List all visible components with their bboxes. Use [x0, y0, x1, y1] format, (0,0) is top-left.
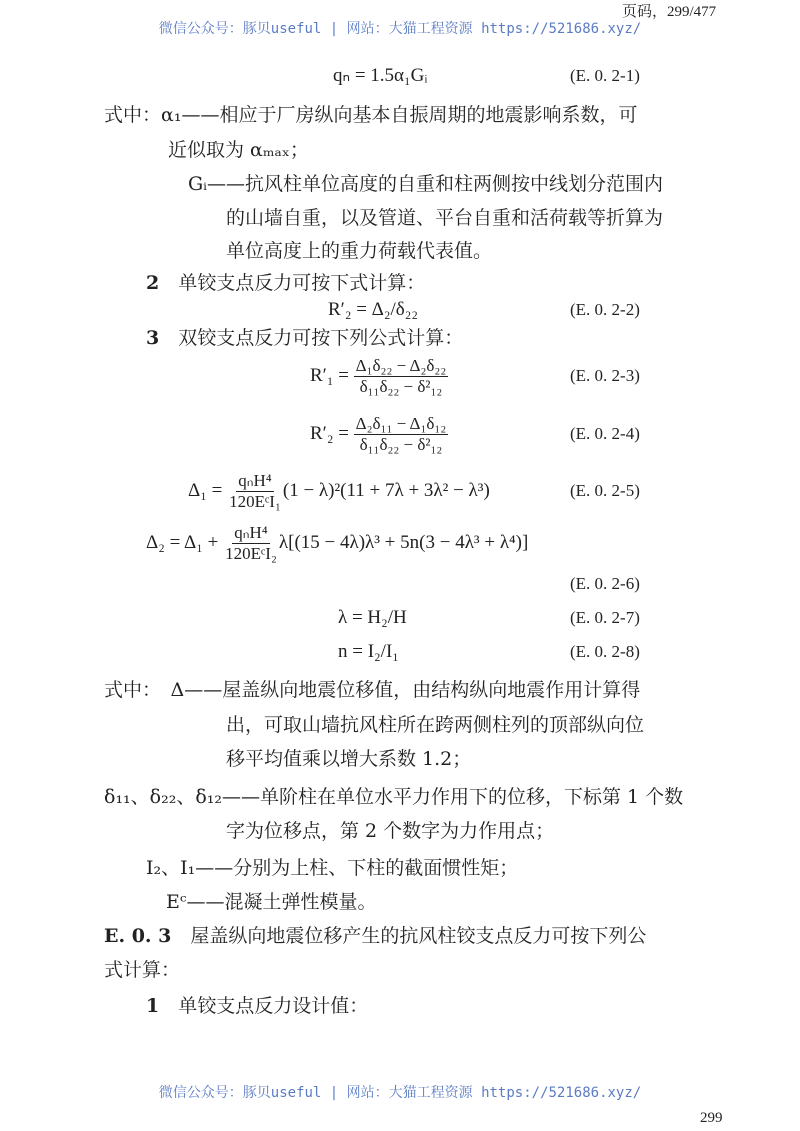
formula-e028: n = I₂/I₁: [338, 641, 399, 662]
text-line: 单铰支点反力设计值：: [178, 995, 369, 1017]
formula-e023: R′₁ = $\frac{\text{Δ₁δ₂₂ − Δ₂δ₂₂}}{\text{δ₁₁δ₂₂ − δ²₁₂}}$: [310, 356, 447, 397]
text-line: 字为位移点，第 2 个数字为力作用点；: [226, 820, 555, 842]
page-number: 299: [700, 1110, 723, 1126]
text-line: 出，可取山墙抗风柱所在跨两侧柱列的顶部纵向位: [226, 714, 645, 736]
formula-label: (E. 0. 2-8): [570, 642, 640, 661]
formula-e022: R′₂ = Δ₂/δ₂₂: [328, 299, 418, 320]
text-line: 单铰支点反力可按下式计算：: [178, 272, 426, 294]
formula-label: (E. 0. 2-3): [570, 366, 640, 385]
text-line: 式中：α₁——相应于厂房纵向基本自振周期的地震影响系数，可: [104, 104, 638, 126]
text-line: 的山墙自重，以及管道、平台自重和活荷载等折算为: [226, 207, 664, 229]
formula-label: (E. 0. 2-4): [570, 424, 640, 443]
text-line: Eᶜ——混凝土弹性模量。: [166, 891, 377, 913]
text-line: 单位高度上的重力荷载代表值。: [226, 240, 493, 262]
formula-e025: Δ₁ = $\frac{\text{qₙH⁴}}{\text{120EᶜI₁}}$ (1 − λ)²(11 + 7λ + 3λ² − λ³): [188, 471, 490, 512]
formula-label: (E. 0. 2-5): [570, 481, 640, 500]
formula-label: (E. 0. 2-6): [570, 574, 640, 593]
text-line: I₂、I₁——分别为上柱、下柱的截面惯性矩；: [146, 857, 519, 879]
text-line: 双铰支点反力可按下列公式计算：: [178, 327, 464, 349]
text-line: 式计算：: [104, 959, 181, 981]
header-watermark: 微信公众号：豚贝useful | 网站：大猫工程资源 https://521686.xyz/: [158, 21, 642, 37]
formula-e021: qₙ = 1.5α₁Gᵢ: [333, 65, 428, 86]
footer-watermark: 微信公众号：豚贝useful | 网站：大猫工程资源 https://521686.xyz/: [158, 1085, 642, 1101]
section-number: E. 0. 3: [104, 925, 172, 947]
formula-label: (E. 0. 2-7): [570, 608, 640, 627]
text-line: δ₁₁、δ₂₂、δ₁₂——单阶柱在单位水平力作用下的位移，下标第 1 个数: [104, 786, 684, 808]
formula-label: (E. 0. 2-1): [570, 66, 640, 85]
item-number: 3: [146, 327, 160, 349]
text-line: 屋盖纵向地震位移产生的抗风柱铰支点反力可按下列公: [190, 925, 647, 947]
text-line: 移平均值乘以增大系数 1.2；: [226, 748, 472, 770]
item-number: 1: [146, 995, 160, 1017]
page-indicator: 页码，299/477: [622, 4, 717, 20]
item-number: 2: [146, 272, 160, 294]
formula-label: (E. 0. 2-2): [570, 300, 640, 319]
formula-e027: λ = H₂/H: [338, 607, 407, 628]
text-line: Gᵢ——抗风柱单位高度的自重和柱两侧按中线划分范围内: [188, 173, 664, 195]
text-line: 近似取为 αₘₐₓ；: [168, 139, 309, 161]
formula-e024: R′₂ = $\frac{\text{Δ₂δ₁₁ − Δ₁δ₁₂}}{\text{δ₁₁δ₂₂ − δ²₁₂}}$: [310, 414, 447, 455]
text-line: 式中： Δ——屋盖纵向地震位移值，由结构纵向地震作用计算得: [104, 679, 641, 701]
formula-e026: Δ₂ = Δ₁ + $\frac{\text{qₙH⁴}}{\text{120EᶜI₂}}$ λ[(15 − 4λ)λ³ + 5n(3 − 4λ³ + λ⁴)]: [146, 523, 529, 564]
